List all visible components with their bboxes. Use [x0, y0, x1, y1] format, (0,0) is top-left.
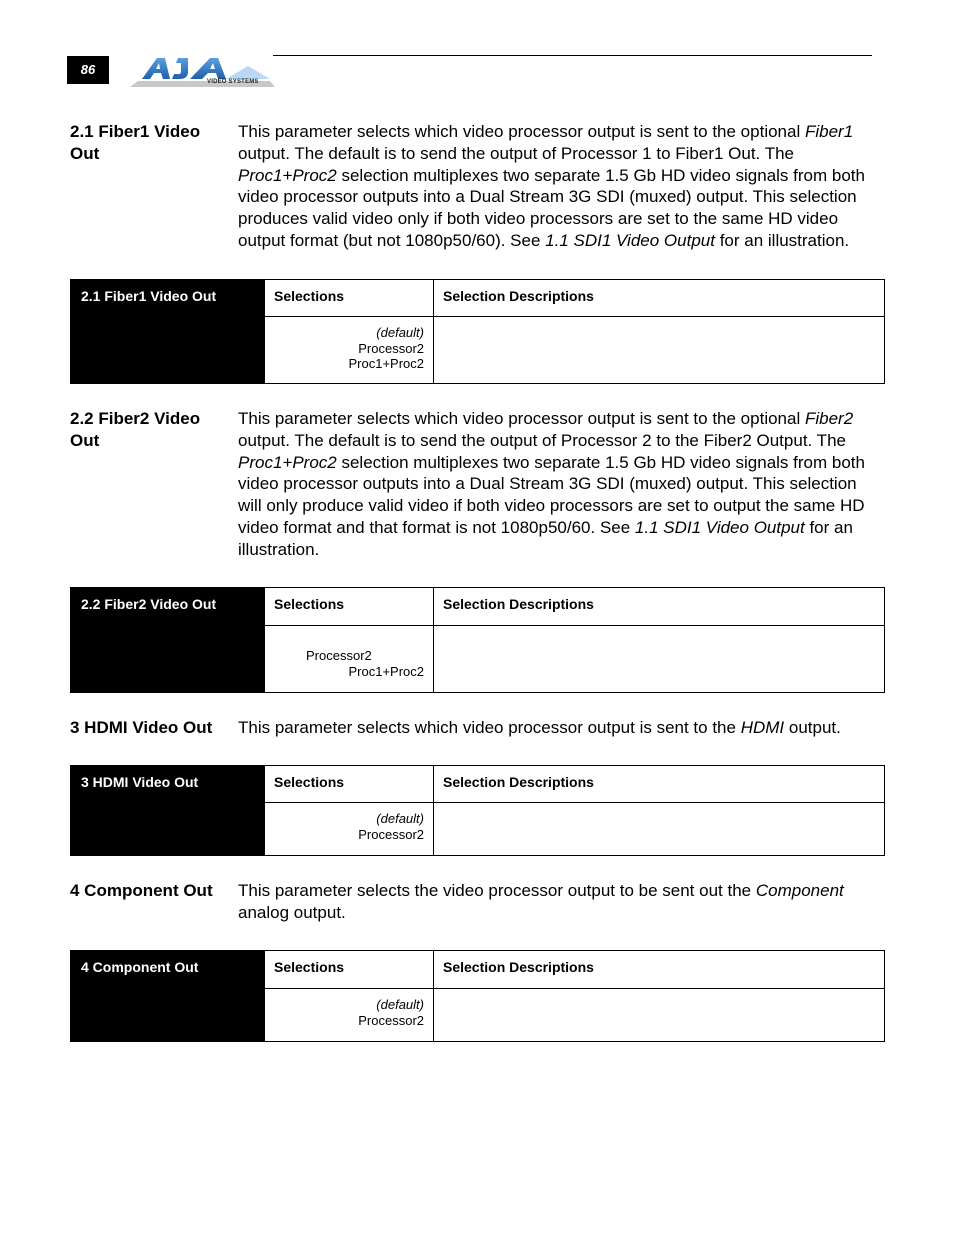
section-heading: 2.2 Fiber2 Video Out — [70, 409, 201, 450]
descriptions-cell — [434, 317, 885, 384]
descriptions-cell — [434, 626, 885, 693]
selection-option: (default) — [376, 811, 424, 826]
text-run: output. The default is to send the output of Processor 2 to the Fiber2 Output. The — [238, 430, 846, 450]
fiber1-video-out-table — [70, 279, 885, 384]
selections-cell — [265, 317, 434, 384]
selections-cell — [265, 626, 434, 693]
table-title: 2.2 Fiber2 Video Out — [71, 588, 265, 693]
text-run: for an illustration. — [714, 230, 850, 250]
text-run: selection multiplexes two separate 1.5 Gb HD video signals from both video processor outputs into a Dual Stream 3G SDI (muxed) output. This selection produces valid video only if both video processors are set to the same HD video output format (but not 1080p50/60). See — [238, 165, 865, 250]
text-run: output. — [784, 718, 841, 737]
text-run: Proc1+Proc2 — [238, 165, 337, 185]
descriptions-header: Selection Descriptions — [434, 280, 885, 317]
table-title: 3 HDMI Video Out — [71, 766, 265, 856]
selection-option: (default) — [376, 325, 424, 340]
section-heading: 3 HDMI Video Out — [70, 718, 213, 737]
text-run: This parameter selects which video processor output is sent to the optional — [238, 122, 805, 141]
descriptions-header: Selection Descriptions — [434, 951, 885, 989]
selections-header: Selections — [265, 951, 434, 989]
text-run: Component — [755, 881, 844, 900]
section-heading: 2.1 Fiber1 Video Out — [70, 122, 201, 163]
descriptions-header: Selection Descriptions — [434, 766, 885, 803]
selections-cell — [265, 989, 434, 1042]
text-run: 1.1 SDI1 Video Output — [634, 517, 805, 537]
text-run: This parameter selects which video processor output is sent to the — [238, 718, 741, 737]
section-body — [238, 408, 878, 561]
text-run: HDMI — [740, 718, 785, 737]
selection-option: Processor2 — [306, 648, 372, 663]
text-run: 1.1 SDI1 Video Output — [545, 230, 715, 250]
selection-option: Processor2 — [358, 1012, 424, 1028]
logo-subtext: VIDEO SYSTEMS — [207, 79, 259, 85]
table-title: 4 Component Out — [71, 951, 265, 1042]
text-run: Proc1+Proc2 — [238, 452, 337, 472]
text-run: selection multiplexes two separate 1.5 Gb HD video signals from both video processor outputs into a Dual Stream 3G SDI (muxed) output. This selection will only produce valid video if both video processors are set to output the same HD video format and that format is not 1080p50/60. See — [238, 452, 865, 537]
header-rule — [273, 55, 872, 56]
text-run: Fiber2 — [804, 409, 854, 428]
selections-header: Selections — [265, 766, 434, 803]
text-run: analog output. — [238, 902, 346, 922]
selection-option: Processor2 — [358, 340, 424, 356]
section-body — [238, 717, 878, 739]
text-run: output. The default is to send the output of Processor 1 to Fiber1 Out. The — [238, 143, 794, 163]
selection-option: (default) — [376, 997, 424, 1012]
selections-cell — [265, 803, 434, 856]
selection-option: Proc1+Proc2 — [348, 663, 424, 679]
text-run: This parameter selects the video processor output to be sent out the — [238, 881, 756, 900]
section-heading: 4 Component Out — [70, 881, 213, 900]
selection-option: Proc1+Proc2 — [348, 356, 424, 371]
selection-option: Processor2 — [358, 826, 424, 842]
page-number: 86 — [67, 56, 109, 84]
selections-header: Selections — [265, 588, 434, 626]
descriptions-header: Selection Descriptions — [434, 588, 885, 626]
table-title: 2.1 Fiber1 Video Out — [71, 280, 265, 384]
hdmi-video-out-table — [70, 765, 885, 856]
section-body — [238, 880, 878, 924]
descriptions-cell — [434, 803, 885, 856]
text-run: This parameter selects which video processor output is sent to the optional — [238, 409, 805, 428]
text-run: for an illustration. — [238, 517, 853, 559]
component-out-table — [70, 950, 885, 1042]
text-run: Fiber1 — [804, 122, 854, 141]
fiber2-video-out-table — [70, 587, 885, 693]
descriptions-cell — [434, 989, 885, 1042]
section-body — [238, 121, 878, 252]
selections-header: Selections — [265, 280, 434, 317]
